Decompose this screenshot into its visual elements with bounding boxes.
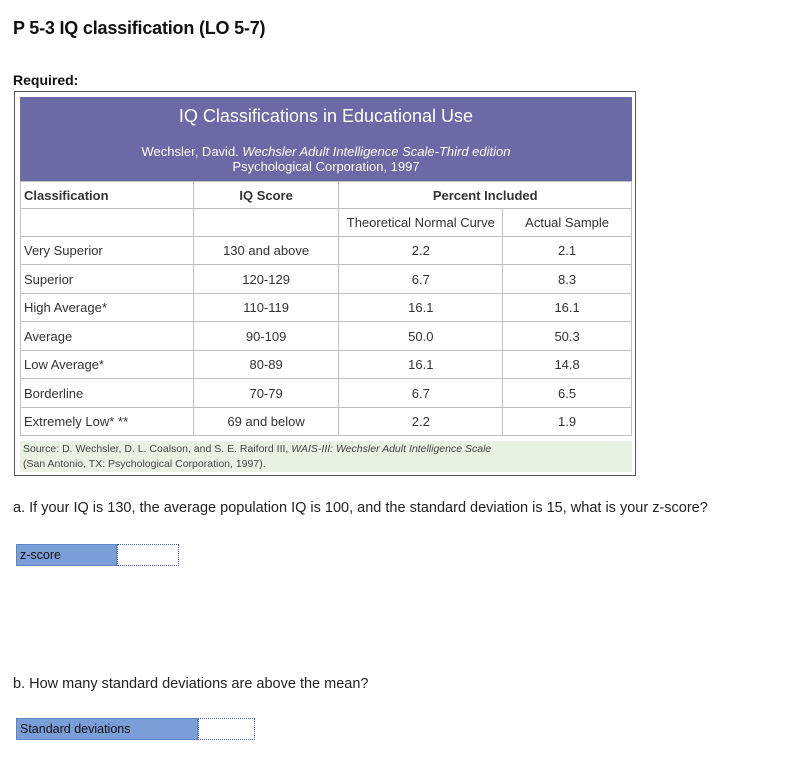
source-work: WAIS-III: Wechsler Adult Intelligence Scale xyxy=(291,443,492,455)
theoretical-percent-cell: 16.1 xyxy=(339,293,503,322)
classification-cell: Very Superior xyxy=(21,236,194,265)
actual-percent-cell: 2.1 xyxy=(503,236,632,265)
source-note xyxy=(20,441,632,472)
citation-work: Wechsler Adult Intelligence Scale-Third edition xyxy=(242,144,511,159)
citation-publisher: Psychological Corporation, 1997 xyxy=(232,159,420,174)
header-actual-sample: Actual Sample xyxy=(503,209,632,236)
classification-cell: Extremely Low* ** xyxy=(21,407,194,436)
source-suffix: (San Antonio, TX: Psychological Corporation, 1997). xyxy=(23,458,266,470)
actual-percent-cell: 14.8 xyxy=(503,350,632,379)
header-classification: Classification xyxy=(21,182,194,209)
table-title: IQ Classifications in Educational Use xyxy=(178,106,474,126)
theoretical-percent-cell: 6.7 xyxy=(339,265,503,294)
subheader-empty-1 xyxy=(21,209,194,236)
z-score-input[interactable] xyxy=(117,544,179,566)
iq-score-cell: 110-119 xyxy=(193,293,339,322)
iq-classification-table xyxy=(20,181,632,436)
z-score-label: z-score xyxy=(16,544,117,566)
subheader-empty-2 xyxy=(193,209,339,236)
theoretical-percent-cell: 2.2 xyxy=(339,236,503,265)
table-subheader-row xyxy=(21,209,632,236)
citation-author: Wechsler, David. xyxy=(141,144,243,159)
table-row xyxy=(21,407,632,436)
question-a-text: a. If your IQ is 130, the average population IQ is 100, and the standard deviation is 15, what is your z-score? xyxy=(13,500,708,516)
header-percent-included: Percent Included xyxy=(339,182,632,209)
theoretical-percent-cell: 50.0 xyxy=(339,322,503,351)
actual-percent-cell: 8.3 xyxy=(503,265,632,294)
classification-cell: Borderline xyxy=(21,379,194,408)
standard-deviations-label: Standard deviations xyxy=(16,718,198,740)
question-b-text: b. How many standard deviations are above the mean? xyxy=(13,676,369,692)
header-iq-score: IQ Score xyxy=(193,182,339,209)
iq-score-cell: 120-129 xyxy=(193,265,339,294)
actual-percent-cell: 50.3 xyxy=(503,322,632,351)
iq-score-cell: 130 and above xyxy=(193,236,339,265)
iq-score-cell: 90-109 xyxy=(193,322,339,351)
citation xyxy=(20,144,632,174)
figure-header xyxy=(20,97,632,181)
iq-score-cell: 70-79 xyxy=(193,379,339,408)
actual-percent-cell: 1.9 xyxy=(503,407,632,436)
classification-cell: Average xyxy=(21,322,194,351)
citation-line-1 xyxy=(20,144,632,159)
iq-classification-figure xyxy=(14,91,636,476)
header-theoretical-normal-curve: Theoretical Normal Curve xyxy=(339,209,503,236)
iq-score-cell: 80-89 xyxy=(193,350,339,379)
table-row xyxy=(21,293,632,322)
iq-score-cell: 69 and below xyxy=(193,407,339,436)
theoretical-percent-cell: 2.2 xyxy=(339,407,503,436)
table-row xyxy=(21,322,632,351)
classification-cell: High Average* xyxy=(21,293,194,322)
table-row xyxy=(21,379,632,408)
classification-cell: Superior xyxy=(21,265,194,294)
source-prefix: Source: D. Wechsler, D. L. Coalson, and S. E. Raiford III, xyxy=(23,443,292,455)
problem-title: P 5-3 IQ classification (LO 5-7) xyxy=(13,18,266,38)
table-row xyxy=(21,236,632,265)
actual-percent-cell: 6.5 xyxy=(503,379,632,408)
theoretical-percent-cell: 6.7 xyxy=(339,379,503,408)
table-row xyxy=(21,265,632,294)
theoretical-percent-cell: 16.1 xyxy=(339,350,503,379)
actual-percent-cell: 16.1 xyxy=(503,293,632,322)
standard-deviations-input[interactable] xyxy=(198,718,255,740)
table-body xyxy=(21,236,632,436)
table-row xyxy=(21,350,632,379)
table-header-row xyxy=(21,182,632,209)
classification-cell: Low Average* xyxy=(21,350,194,379)
required-label: Required: xyxy=(13,72,79,88)
